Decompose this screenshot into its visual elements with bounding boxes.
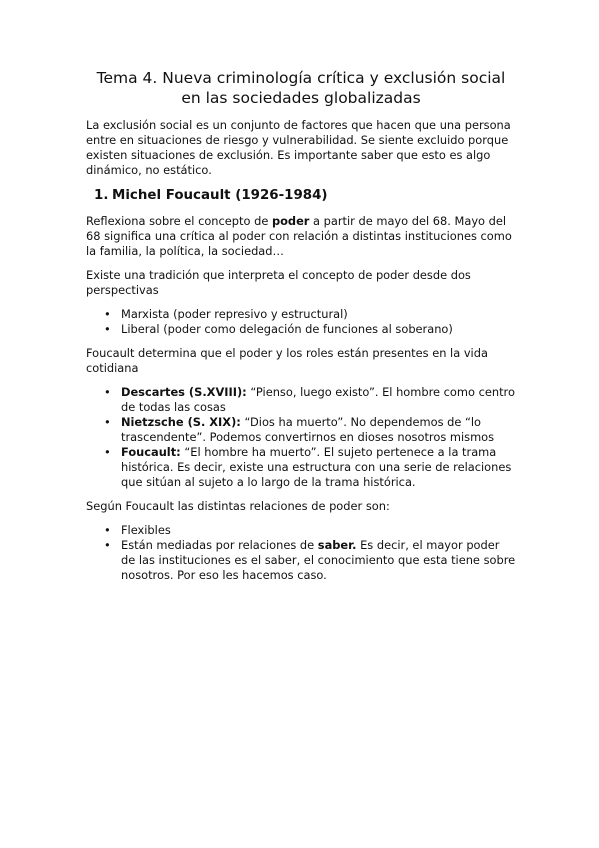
- document-title: [86, 68, 516, 108]
- thinker-name: Foucault:: [121, 445, 181, 459]
- list-item: [86, 538, 516, 583]
- list-item-text: Flexibles: [121, 523, 171, 537]
- poder-paragraph: [86, 214, 516, 259]
- bullet-icon: •: [104, 538, 111, 552]
- title-line-1: Tema 4. Nueva criminología crítica y exclusión social: [96, 69, 506, 87]
- relations-paragraph: Según Foucault las distintas relaciones de poder son:: [86, 499, 390, 513]
- section-number: 1.: [94, 188, 109, 203]
- poder-paragraph-end: a partir de mayo del 68. Mayo del 68 significa una crítica al poder con relación a distintas instituciones como la familia, la política, la sociedad…: [86, 214, 512, 258]
- thinker-text: “Pienso, luego existo”. El hombre como centro de todas las cosas: [121, 385, 515, 414]
- list-item: [86, 445, 516, 490]
- daily-life-paragraph: Foucault determina que el poder y los roles están presentes en la vida cotidiana: [86, 346, 488, 375]
- thinker-name: Nietzsche (S. XIX):: [121, 415, 241, 429]
- bullet-icon: •: [104, 415, 111, 429]
- document-page: [86, 68, 516, 592]
- poder-term: poder: [271, 214, 310, 228]
- section-title: Michel Foucault (1926-1984): [112, 188, 328, 203]
- tradition-paragraph: Existe una tradición que interpreta el concepto de poder desde dos perspectivas: [86, 268, 471, 297]
- section-heading: [94, 187, 516, 205]
- relations-list: [86, 523, 516, 583]
- bullet-icon: •: [104, 445, 111, 459]
- bullet-icon: •: [104, 322, 111, 336]
- saber-term: saber.: [317, 538, 357, 552]
- title-line-2: en las sociedades globalizadas: [181, 89, 421, 107]
- perspectives-list: [86, 307, 516, 337]
- list-item-text-end: Es decir, el mayor poder de las instituciones es el saber, el conocimiento que esta tiene sobre nosotros. Por eso les hacemos caso.: [121, 538, 516, 582]
- list-item-text: Liberal (poder como delegación de funciones al soberano): [121, 322, 453, 336]
- thinker-text: “Dios ha muerto”. No dependemos de “lo trascendente”. Podemos convertirnos en dioses nosotros mismos: [121, 415, 495, 444]
- thinker-name: Descartes (S.XVIII):: [121, 385, 247, 399]
- list-item-text-start: Están mediadas por relaciones de: [121, 538, 318, 552]
- list-item: [86, 307, 516, 322]
- poder-paragraph-start: Reflexiona sobre el concepto de: [86, 214, 272, 228]
- list-item: [86, 385, 516, 415]
- list-item-text: Marxista (poder represivo y estructural): [121, 307, 348, 321]
- thinkers-list: [86, 385, 516, 490]
- bullet-icon: •: [104, 523, 111, 537]
- intro-paragraph: La exclusión social es un conjunto de factores que hacen que una persona entre en situaciones de riesgo y vulnerabilidad. Se siente excluido porque existen situaciones de exclusión. Es importante saber que esto es algo dinámico, no estático.: [86, 118, 511, 177]
- list-item: [86, 415, 516, 445]
- bullet-icon: •: [104, 385, 111, 399]
- thinker-text: “El hombre ha muerto”. El sujeto pertenece a la trama histórica. Es decir, existe una estructura con una serie de relaciones que sitúan al sujeto a lo largo de la trama histórica.: [121, 445, 512, 489]
- list-item: [86, 322, 516, 337]
- list-item: [86, 523, 516, 538]
- bullet-icon: •: [104, 307, 111, 321]
